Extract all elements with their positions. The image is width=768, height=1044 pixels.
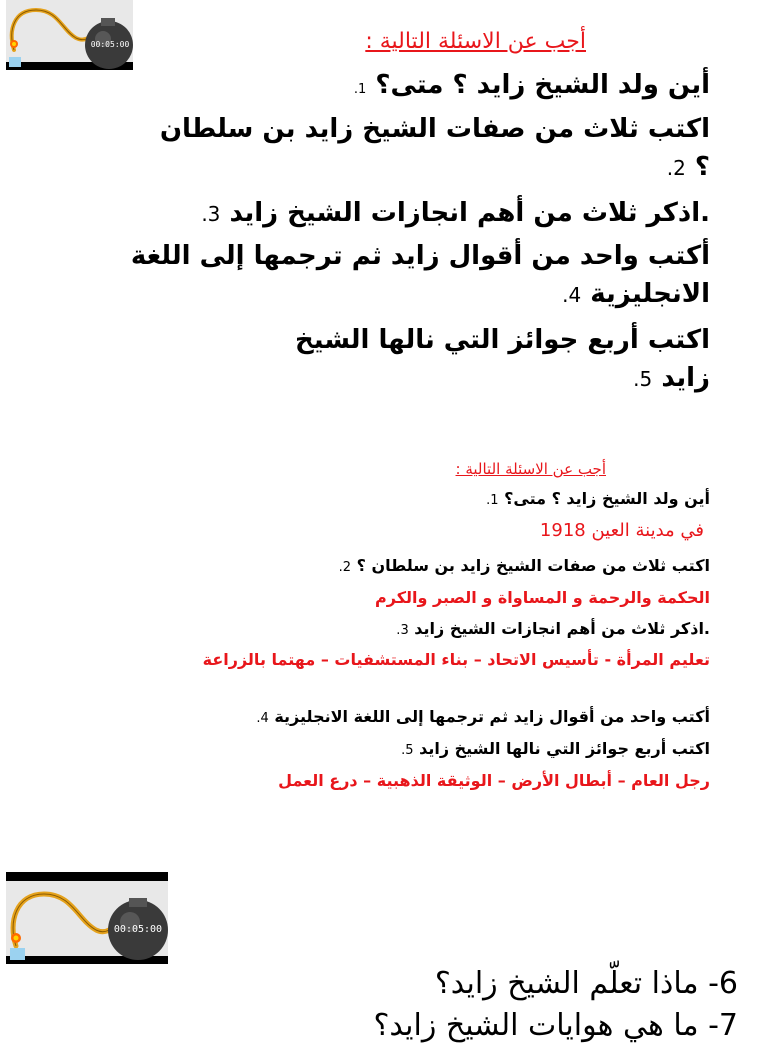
- question-number: 4.: [256, 711, 269, 726]
- bomb-icon: [6, 872, 168, 964]
- bomb-icon: [6, 0, 133, 70]
- slide1-question-2: [150, 110, 710, 187]
- slide2-question-1: [200, 486, 710, 514]
- question-number: 1.: [353, 82, 367, 97]
- question-number: 2.: [338, 560, 352, 575]
- timer-widget: [6, 872, 168, 964]
- slide1-question-3: [80, 194, 710, 233]
- timer-display: 00:05:00: [113, 924, 163, 935]
- slide2-answer-5: رجل العام – أبطال الأرض – الوثيقة الذهبية – درع العمل: [278, 771, 710, 790]
- slide3-line-1: 6- ماذا تعلّم الشيخ زايد؟: [434, 966, 738, 1001]
- question-text: .اذكر ثلاث من أهم انجازات الشيخ زايد: [414, 619, 710, 638]
- timer-widget: [6, 0, 133, 70]
- slide2-answer-3: تعليم المرأة - تأسيس الاتحاد – بناء المستشفيات – مهتما بالزراعة: [202, 650, 710, 669]
- question-text: أين ولد الشيخ زايد ؟ متى؟: [504, 489, 710, 508]
- slide3-line-2: 7- ما هي هوايات الشيخ زايد؟: [373, 1008, 738, 1043]
- slide1-question-4: [70, 237, 710, 314]
- question-number: 3.: [396, 623, 409, 638]
- slide2-answer-2: الحكمة والرحمة و المساواة و الصبر والكرم: [375, 588, 710, 607]
- question-number: 5.: [633, 367, 653, 391]
- question-number: 2.: [666, 156, 686, 180]
- question-text: اكتب ثلاث من صفات الشيخ زايد بن سلطان ؟: [159, 114, 710, 182]
- question-text: اكتب أربع جوائز التي نالها الشيخ زايد: [294, 325, 710, 393]
- slide1-heading: أجب عن الاسئلة التالية :: [365, 29, 586, 54]
- slide1-question-5: [270, 321, 710, 398]
- question-text: اكتب أربع جوائز التي نالها الشيخ زايد: [419, 739, 710, 758]
- question-number: 3.: [201, 202, 221, 226]
- question-number: 4.: [562, 283, 582, 307]
- slide1-question-1: [80, 66, 710, 109]
- question-text: أكتب واحد من أقوال زايد ثم ترجمها إلى اللغة الانجليزية: [130, 241, 710, 309]
- question-text: أكتب واحد من أقوال زايد ثم ترجمها إلى اللغة الانجليزية: [274, 707, 710, 726]
- question-text: اكتب ثلاث من صفات الشيخ زايد بن سلطان ؟: [356, 556, 710, 575]
- slide2-question-4: [80, 704, 710, 732]
- question-number: 5.: [401, 743, 414, 758]
- slide2-question-2: [150, 553, 710, 581]
- slide2-heading: أجب عن الاسئلة التالية :: [455, 460, 606, 478]
- slide2-question-3: [200, 616, 710, 644]
- slide2-question-5: [200, 736, 710, 764]
- question-text: .اذكر ثلاث من أهم انجازات الشيخ زايد: [229, 198, 710, 228]
- question-text: أين ولد الشيخ زايد ؟ متى؟: [375, 70, 710, 100]
- slide2-answer-1: في مدينة العين 1918: [539, 520, 704, 541]
- question-number: 1.: [486, 493, 499, 508]
- timer-display: 00:05:00: [90, 40, 130, 49]
